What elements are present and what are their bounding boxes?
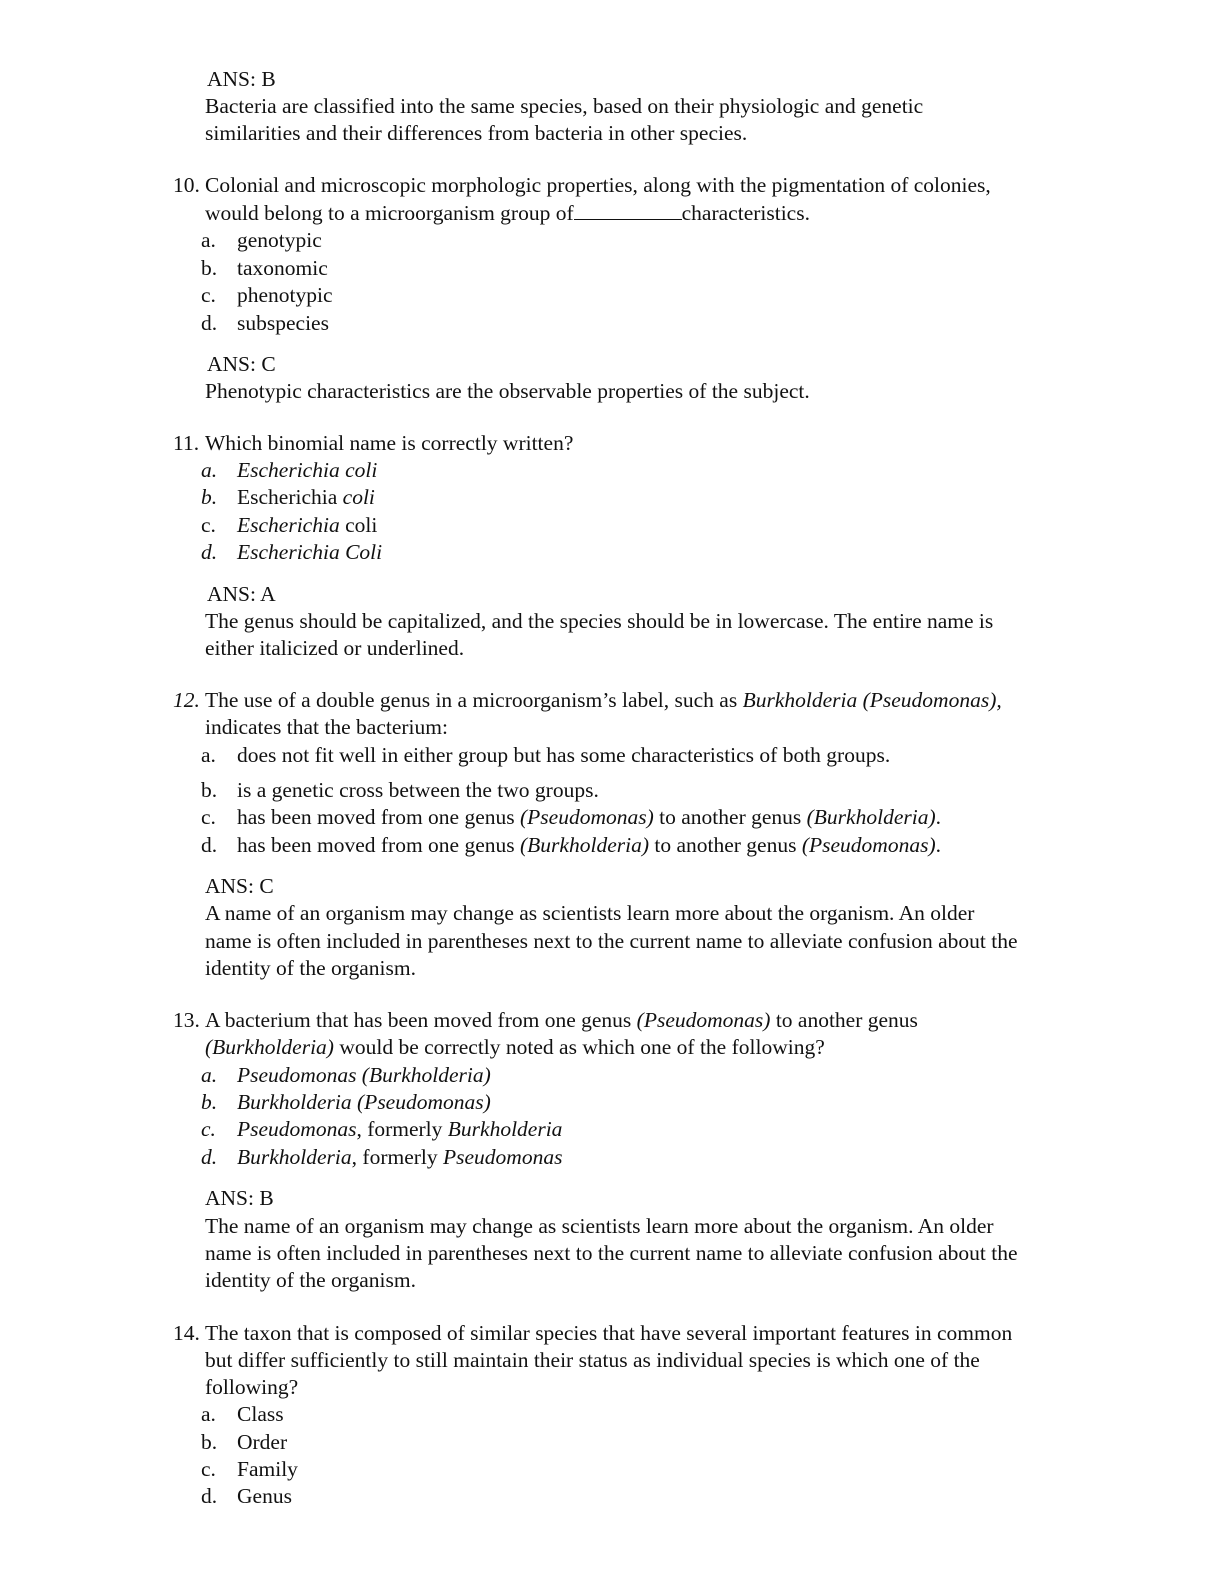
question-number-12: 12. [173,688,200,712]
option-letter: c. [201,283,216,307]
answer-key-12: ANS: C [205,874,274,898]
question-10-line-1: Colonial and microscopic morphologic properties, along with the pigmentation of colonies, [205,173,991,197]
rationale-9-line-2: similarities and their differences from bacteria in other species. [205,121,748,145]
option-text: phenotypic [237,283,333,307]
option-text: Pseudomonas, formerly Burkholderia [237,1117,563,1141]
fill-in-blank [574,200,682,220]
rationale-10: Phenotypic characteristics are the observable properties of the subject. [205,379,810,403]
option-letter: a. [201,743,216,767]
option-letter: d. [201,833,218,857]
option-letter: d. [201,311,218,335]
option-letter: c. [201,1117,216,1141]
question-10-text-before-blank: would belong to a microorganism group of [205,201,574,225]
option-text: has been moved from one genus (Burkholderia) to another genus (Pseudomonas). [237,833,941,857]
question-number-11: 11. [173,431,200,455]
question-13-line-1: A bacterium that has been moved from one genus (Pseudomonas) to another genus [205,1008,918,1032]
option-letter: c. [201,513,216,537]
option-letter: b. [201,1090,218,1114]
question-number-14: 14. [173,1321,200,1345]
option-text: Escherichia coli [237,458,378,482]
option-text: Family [237,1457,298,1481]
option-text: Escherichia coli [237,485,375,509]
option-text: taxonomic [237,256,328,280]
question-10-line-2 [205,200,1125,227]
rationale-12-line-1: A name of an organism may change as scientists learn more about the organism. An older [205,901,975,925]
rationale-12-line-2: name is often included in parentheses next to the current name to alleviate confusion about the [205,929,1018,953]
rationale-9-line-1: Bacteria are classified into the same species, based on their physiologic and genetic [205,94,924,118]
question-number-10: 10. [173,173,200,197]
question-14-line-3: following? [205,1375,299,1399]
option-letter: a. [201,228,216,252]
rationale-11-line-1: The genus should be capitalized, and the species should be in lowercase. The entire name is [205,609,994,633]
question-14-line-2: but differ sufficiently to still maintain their status as individual species is which one of the [205,1348,980,1372]
answer-key-13: ANS: B [205,1186,274,1210]
rationale-13-line-3: identity of the organism. [205,1268,416,1292]
option-text: Escherichia coli [237,513,378,537]
question-13-line-2: (Burkholderia) would be correctly noted as which one of the following? [205,1035,825,1059]
question-14-line-1: The taxon that is composed of similar species that have several important features in common [205,1321,1013,1345]
question-10-text-after-blank: characteristics. [681,201,810,225]
option-text: Burkholderia, formerly Pseudomonas [237,1145,563,1169]
option-letter: a. [201,1402,216,1426]
rationale-11-line-2: either italicized or underlined. [205,636,465,660]
option-letter: a. [201,1063,218,1087]
rationale-12-line-3: identity of the organism. [205,956,416,980]
question-11-text: Which binomial name is correctly written? [205,431,574,455]
option-text: is a genetic cross between the two groups. [237,778,599,802]
rationale-13-line-1: The name of an organism may change as scientists learn more about the organism. An older [205,1214,994,1238]
option-text: Order [237,1430,288,1454]
option-text: subspecies [237,311,329,335]
answer-key-10: ANS: C [207,352,276,376]
option-letter: d. [201,1484,218,1508]
option-letter: a. [201,458,218,482]
option-text: does not fit well in either group but has some characteristics of both groups. [237,743,891,767]
option-text: has been moved from one genus (Pseudomonas) to another genus (Burkholderia). [237,805,941,829]
option-text: Escherichia Coli [237,540,383,564]
option-text: Genus [237,1484,292,1508]
option-letter: d. [201,540,218,564]
option-letter: b. [201,778,218,802]
option-text: Burkholderia (Pseudomonas) [237,1090,491,1114]
answer-key-9: ANS: B [207,67,276,91]
option-letter: c. [201,1457,216,1481]
option-letter: d. [201,1145,218,1169]
answer-key-11: ANS: A [207,582,276,606]
option-letter: b. [201,485,218,509]
question-12-line-1: The use of a double genus in a microorganism’s label, such as Burkholderia (Pseudomonas), [205,688,1002,712]
option-text: genotypic [237,228,322,252]
question-number-13: 13. [173,1008,200,1032]
option-text: Pseudomonas (Burkholderia) [237,1063,491,1087]
option-letter: b. [201,1430,218,1454]
question-12-line-2: indicates that the bacterium: [205,715,448,739]
option-letter: c. [201,805,216,829]
rationale-13-line-2: name is often included in parentheses next to the current name to alleviate confusion about the [205,1241,1018,1265]
option-text: Class [237,1402,284,1426]
option-letter: b. [201,256,218,280]
